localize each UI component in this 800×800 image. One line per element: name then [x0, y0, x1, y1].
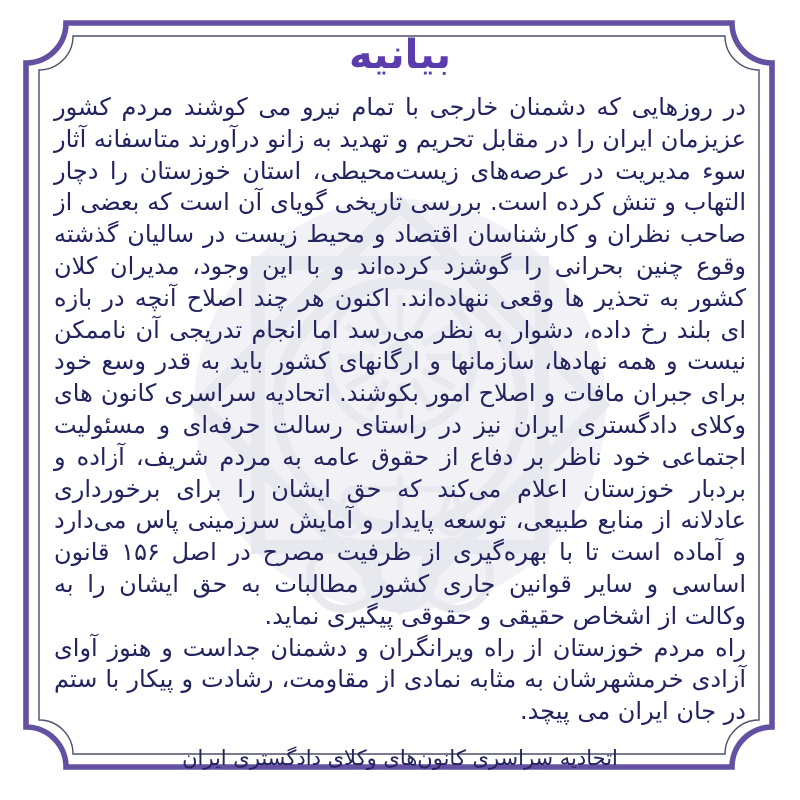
statement-paragraph: راه مردم خوزستان از راه ویرانگران و دشمنان جداست و هنوز آوای آزادی خرمشهرشان به مثابه نمادی از مقاومت، رشادت و پیکار با ستم در جان ایران می پیچد.	[54, 633, 746, 726]
statement-body	[54, 92, 746, 775]
signature-line: اتحادیه سراسری کانون‌های وکلای دادگستری ایران	[182, 745, 618, 770]
statement-paragraph: در روزهایی که دشمنان خارجی با تمام نیرو می کوشند مردم کشور عزیزمان ایران را در مقابل تحریم و تهدید به زانو درآورند متاسفانه آثار سوء مدیریت در عرصه‌های زیست‌محیطی، استان خوزستان را دچار التهاب و تنش کرده است. بررسی تاریخی گویای آن است که بعضی از صاحب نظران و کارشناسان اقتصاد و محیط زیست در سالیان گذشته وقوع چنین بحرانی را گوشزد کرده‌اند و با این وجود، مدیران کلان کشور به تحذیر ها وقعی ننهاده‌اند. اکنون هر چند اصلاح آنچه در بازه ای بلند رخ داده، دشوار به نظر می‌رسد اما انجام تدریجی آن ناممکن نیست و همه نهادها، سازمانها و ارگانهای کشور باید به قدر وسع خود برای جبران مافات و اصلاح امور بکوشند. اتحادیه سراسری کانون های وکلای دادگستری ایران نیز در راستای رسالت حرفه‌ای و مسئولیت اجتماعی خود ناظر بر دفاع از حقوق عامه به مردم شریف، آزاده و بردبار خوزستان اعلام می‌کند که حق ایشان را برای برخورداری عادلانه از منابع طبیعی، توسعه پایدار و آمایش سرزمینی پاس می‌دارد و آماده است تا با بهره‌گیری از ظرفیت مصرح در اصل ۱۵۶ قانون اساسی و سایر قوانین جاری کشور مطالبات به حق ایشان را به وکالت از اشخاص حقیقی و حقوقی پیگیری نماید.	[54, 93, 746, 630]
statement-title: بیانیه	[349, 32, 451, 78]
